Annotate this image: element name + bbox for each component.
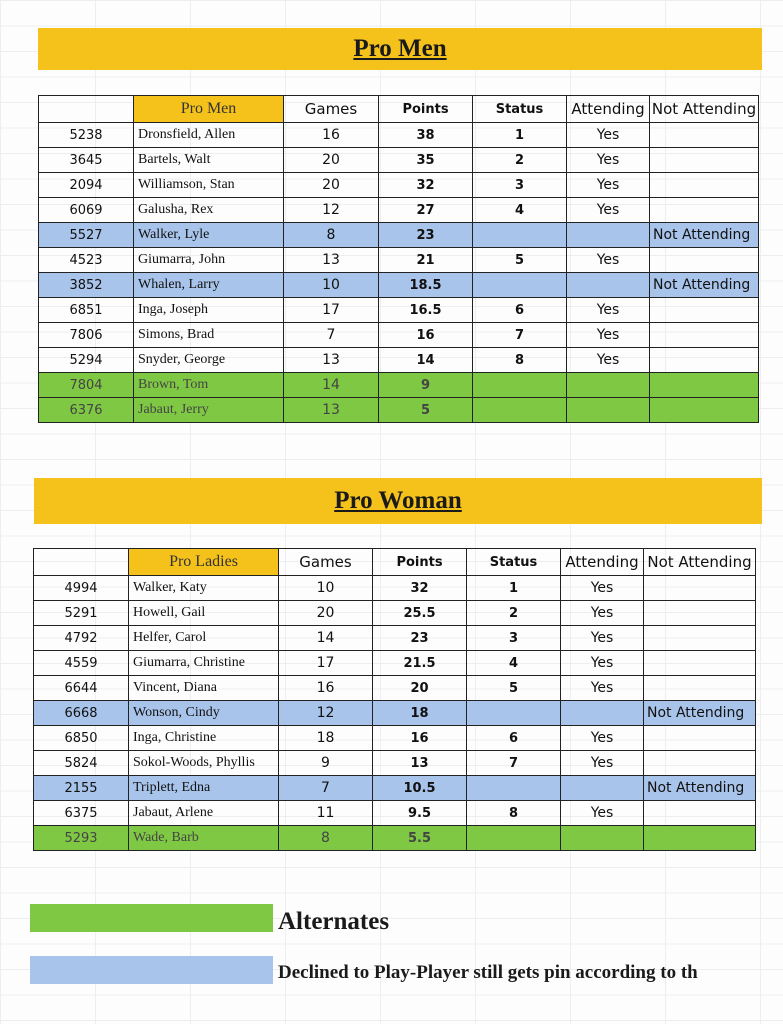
player-name: Wonson, Cindy bbox=[129, 701, 279, 726]
not-attending-cell bbox=[644, 751, 756, 776]
points-header: Points bbox=[373, 549, 467, 576]
table-row bbox=[34, 726, 756, 751]
points-cell: 27 bbox=[379, 198, 473, 223]
not-attending-cell: Not Attending bbox=[650, 223, 759, 248]
attending-cell bbox=[567, 223, 650, 248]
player-name: Helfer, Carol bbox=[129, 626, 279, 651]
status-cell: 2 bbox=[473, 148, 567, 173]
status-cell bbox=[467, 701, 561, 726]
games-cell: 20 bbox=[284, 173, 379, 198]
status-cell bbox=[467, 826, 561, 851]
player-name: Brown, Tom bbox=[134, 373, 284, 398]
player-id: 6850 bbox=[34, 726, 129, 751]
games-cell: 11 bbox=[279, 801, 373, 826]
points-cell: 13 bbox=[373, 751, 467, 776]
player-id: 6069 bbox=[39, 198, 134, 223]
games-cell: 12 bbox=[284, 198, 379, 223]
not-attending-cell bbox=[644, 801, 756, 826]
attending-cell bbox=[567, 373, 650, 398]
id-header bbox=[34, 549, 129, 576]
player-id: 2155 bbox=[34, 776, 129, 801]
status-cell: 7 bbox=[473, 323, 567, 348]
player-id: 4523 bbox=[39, 248, 134, 273]
games-cell: 20 bbox=[279, 601, 373, 626]
player-name: Inga, Joseph bbox=[134, 298, 284, 323]
name-header: Pro Ladies bbox=[129, 549, 279, 576]
player-id: 4994 bbox=[34, 576, 129, 601]
table-row bbox=[39, 123, 759, 148]
points-cell: 23 bbox=[373, 626, 467, 651]
not-attending-cell bbox=[644, 651, 756, 676]
points-cell: 9 bbox=[379, 373, 473, 398]
table-row bbox=[34, 651, 756, 676]
status-cell: 1 bbox=[473, 123, 567, 148]
games-cell: 12 bbox=[279, 701, 373, 726]
points-cell: 20 bbox=[373, 676, 467, 701]
attending-cell bbox=[567, 273, 650, 298]
attending-cell: Yes bbox=[567, 123, 650, 148]
points-cell: 5.5 bbox=[373, 826, 467, 851]
games-cell: 7 bbox=[279, 776, 373, 801]
pro-woman-title: Pro Woman bbox=[334, 487, 462, 514]
not-attending-cell bbox=[650, 398, 759, 423]
name-header: Pro Men bbox=[134, 96, 284, 123]
points-cell: 18 bbox=[373, 701, 467, 726]
table-row bbox=[34, 826, 756, 851]
attending-cell: Yes bbox=[567, 173, 650, 198]
games-cell: 10 bbox=[279, 576, 373, 601]
status-cell: 3 bbox=[467, 626, 561, 651]
attending-header: Attending bbox=[567, 96, 650, 123]
not-attending-cell bbox=[644, 576, 756, 601]
not-attending-cell bbox=[650, 373, 759, 398]
player-id: 3645 bbox=[39, 148, 134, 173]
player-id: 3852 bbox=[39, 273, 134, 298]
player-name: Walker, Lyle bbox=[134, 223, 284, 248]
points-cell: 10.5 bbox=[373, 776, 467, 801]
player-name: Sokol-Woods, Phyllis bbox=[129, 751, 279, 776]
pro-men-title: Pro Men bbox=[353, 35, 447, 62]
player-id: 5527 bbox=[39, 223, 134, 248]
status-cell: 1 bbox=[467, 576, 561, 601]
attending-cell: Yes bbox=[567, 298, 650, 323]
attending-cell: Yes bbox=[567, 148, 650, 173]
status-cell: 6 bbox=[473, 298, 567, 323]
player-id: 6375 bbox=[34, 801, 129, 826]
status-cell bbox=[473, 398, 567, 423]
status-cell: 4 bbox=[467, 651, 561, 676]
not-attending-cell bbox=[650, 198, 759, 223]
not-attending-cell bbox=[650, 348, 759, 373]
games-cell: 18 bbox=[279, 726, 373, 751]
points-cell: 14 bbox=[379, 348, 473, 373]
player-id: 6668 bbox=[34, 701, 129, 726]
attending-cell: Yes bbox=[561, 801, 644, 826]
not-attending-cell bbox=[644, 826, 756, 851]
games-cell: 13 bbox=[284, 348, 379, 373]
declined-legend-swatch bbox=[30, 956, 273, 984]
player-name: Snyder, George bbox=[134, 348, 284, 373]
player-name: Galusha, Rex bbox=[134, 198, 284, 223]
games-cell: 8 bbox=[284, 223, 379, 248]
points-cell: 21.5 bbox=[373, 651, 467, 676]
status-cell: 6 bbox=[467, 726, 561, 751]
pro-woman-table bbox=[33, 548, 756, 851]
games-cell: 13 bbox=[284, 248, 379, 273]
status-cell: 4 bbox=[473, 198, 567, 223]
points-cell: 25.5 bbox=[373, 601, 467, 626]
not-attending-cell: Not Attending bbox=[644, 701, 756, 726]
points-cell: 18.5 bbox=[379, 273, 473, 298]
status-cell: 5 bbox=[467, 676, 561, 701]
table-row bbox=[39, 273, 759, 298]
table-row bbox=[39, 398, 759, 423]
player-id: 5291 bbox=[34, 601, 129, 626]
not-attending-header: Not Attending bbox=[650, 96, 759, 123]
player-name: Dronsfield, Allen bbox=[134, 123, 284, 148]
attending-cell: Yes bbox=[567, 348, 650, 373]
player-id: 5294 bbox=[39, 348, 134, 373]
table-row bbox=[39, 173, 759, 198]
games-cell: 17 bbox=[279, 651, 373, 676]
status-cell bbox=[473, 273, 567, 298]
table-row bbox=[34, 751, 756, 776]
table-row bbox=[34, 576, 756, 601]
attending-cell bbox=[567, 398, 650, 423]
player-name: Walker, Katy bbox=[129, 576, 279, 601]
table-row bbox=[39, 223, 759, 248]
status-cell bbox=[473, 223, 567, 248]
player-name: Triplett, Edna bbox=[129, 776, 279, 801]
games-cell: 8 bbox=[279, 826, 373, 851]
games-header: Games bbox=[284, 96, 379, 123]
id-header bbox=[39, 96, 134, 123]
player-id: 6851 bbox=[39, 298, 134, 323]
table-row bbox=[39, 248, 759, 273]
player-name: Jabaut, Arlene bbox=[129, 801, 279, 826]
not-attending-cell bbox=[644, 676, 756, 701]
not-attending-cell bbox=[650, 298, 759, 323]
player-id: 6376 bbox=[39, 398, 134, 423]
points-cell: 16 bbox=[373, 726, 467, 751]
attending-cell bbox=[561, 826, 644, 851]
games-cell: 7 bbox=[284, 323, 379, 348]
player-name: Williamson, Stan bbox=[134, 173, 284, 198]
player-name: Vincent, Diana bbox=[129, 676, 279, 701]
points-cell: 16.5 bbox=[379, 298, 473, 323]
player-name: Jabaut, Jerry bbox=[134, 398, 284, 423]
attending-cell: Yes bbox=[561, 576, 644, 601]
status-cell: 7 bbox=[467, 751, 561, 776]
player-name: Wade, Barb bbox=[129, 826, 279, 851]
player-name: Howell, Gail bbox=[129, 601, 279, 626]
points-cell: 35 bbox=[379, 148, 473, 173]
not-attending-cell bbox=[644, 626, 756, 651]
table-row bbox=[39, 348, 759, 373]
games-cell: 17 bbox=[284, 298, 379, 323]
not-attending-cell bbox=[650, 248, 759, 273]
alternates-legend-swatch bbox=[30, 904, 273, 932]
points-header: Points bbox=[379, 96, 473, 123]
player-name: Bartels, Walt bbox=[134, 148, 284, 173]
alternates-legend-label: Alternates bbox=[278, 908, 390, 935]
table-row bbox=[34, 676, 756, 701]
games-cell: 9 bbox=[279, 751, 373, 776]
attending-header: Attending bbox=[561, 549, 644, 576]
points-cell: 21 bbox=[379, 248, 473, 273]
points-cell: 5 bbox=[379, 398, 473, 423]
status-cell: 8 bbox=[473, 348, 567, 373]
table-row bbox=[34, 601, 756, 626]
table-row bbox=[39, 373, 759, 398]
attending-cell: Yes bbox=[561, 676, 644, 701]
games-cell: 13 bbox=[284, 398, 379, 423]
status-header: Status bbox=[467, 549, 561, 576]
points-cell: 16 bbox=[379, 323, 473, 348]
declined-legend-label: Declined to Play-Player still gets pin according to th bbox=[278, 962, 698, 983]
table-row bbox=[34, 701, 756, 726]
not-attending-cell bbox=[650, 123, 759, 148]
header-row bbox=[34, 549, 756, 576]
player-name: Giumarra, John bbox=[134, 248, 284, 273]
header-row bbox=[39, 96, 759, 123]
player-id: 5238 bbox=[39, 123, 134, 148]
table-row bbox=[39, 323, 759, 348]
table-row bbox=[34, 626, 756, 651]
points-cell: 38 bbox=[379, 123, 473, 148]
not-attending-cell: Not Attending bbox=[650, 273, 759, 298]
attending-cell: Yes bbox=[561, 751, 644, 776]
attending-cell: Yes bbox=[561, 726, 644, 751]
player-id: 4559 bbox=[34, 651, 129, 676]
status-cell bbox=[473, 373, 567, 398]
pro-men-table bbox=[38, 95, 759, 423]
points-cell: 9.5 bbox=[373, 801, 467, 826]
player-id: 6644 bbox=[34, 676, 129, 701]
not-attending-cell bbox=[650, 173, 759, 198]
attending-cell: Yes bbox=[567, 248, 650, 273]
attending-cell bbox=[561, 701, 644, 726]
games-cell: 20 bbox=[284, 148, 379, 173]
games-cell: 14 bbox=[284, 373, 379, 398]
player-name: Giumarra, Christine bbox=[129, 651, 279, 676]
player-id: 4792 bbox=[34, 626, 129, 651]
status-cell bbox=[467, 776, 561, 801]
player-id: 5824 bbox=[34, 751, 129, 776]
not-attending-cell bbox=[644, 601, 756, 626]
attending-cell bbox=[561, 776, 644, 801]
status-cell: 3 bbox=[473, 173, 567, 198]
pro-men-title-bar bbox=[38, 28, 762, 70]
table-row bbox=[34, 801, 756, 826]
not-attending-cell bbox=[650, 148, 759, 173]
table-row bbox=[39, 298, 759, 323]
not-attending-cell bbox=[650, 323, 759, 348]
player-name: Whalen, Larry bbox=[134, 273, 284, 298]
points-cell: 23 bbox=[379, 223, 473, 248]
not-attending-cell: Not Attending bbox=[644, 776, 756, 801]
games-header: Games bbox=[279, 549, 373, 576]
games-cell: 16 bbox=[284, 123, 379, 148]
player-id: 7804 bbox=[39, 373, 134, 398]
player-id: 2094 bbox=[39, 173, 134, 198]
points-cell: 32 bbox=[379, 173, 473, 198]
player-id: 5293 bbox=[34, 826, 129, 851]
player-name: Simons, Brad bbox=[134, 323, 284, 348]
attending-cell: Yes bbox=[567, 198, 650, 223]
table-row bbox=[39, 198, 759, 223]
attending-cell: Yes bbox=[561, 626, 644, 651]
attending-cell: Yes bbox=[567, 323, 650, 348]
points-cell: 32 bbox=[373, 576, 467, 601]
status-cell: 8 bbox=[467, 801, 561, 826]
pro-woman-title-bar bbox=[34, 478, 762, 524]
table-row bbox=[39, 148, 759, 173]
status-cell: 2 bbox=[467, 601, 561, 626]
attending-cell: Yes bbox=[561, 651, 644, 676]
table-row bbox=[34, 776, 756, 801]
player-id: 7806 bbox=[39, 323, 134, 348]
status-cell: 5 bbox=[473, 248, 567, 273]
games-cell: 14 bbox=[279, 626, 373, 651]
attending-cell: Yes bbox=[561, 601, 644, 626]
not-attending-header: Not Attending bbox=[644, 549, 756, 576]
games-cell: 10 bbox=[284, 273, 379, 298]
player-name: Inga, Christine bbox=[129, 726, 279, 751]
status-header: Status bbox=[473, 96, 567, 123]
not-attending-cell bbox=[644, 726, 756, 751]
games-cell: 16 bbox=[279, 676, 373, 701]
